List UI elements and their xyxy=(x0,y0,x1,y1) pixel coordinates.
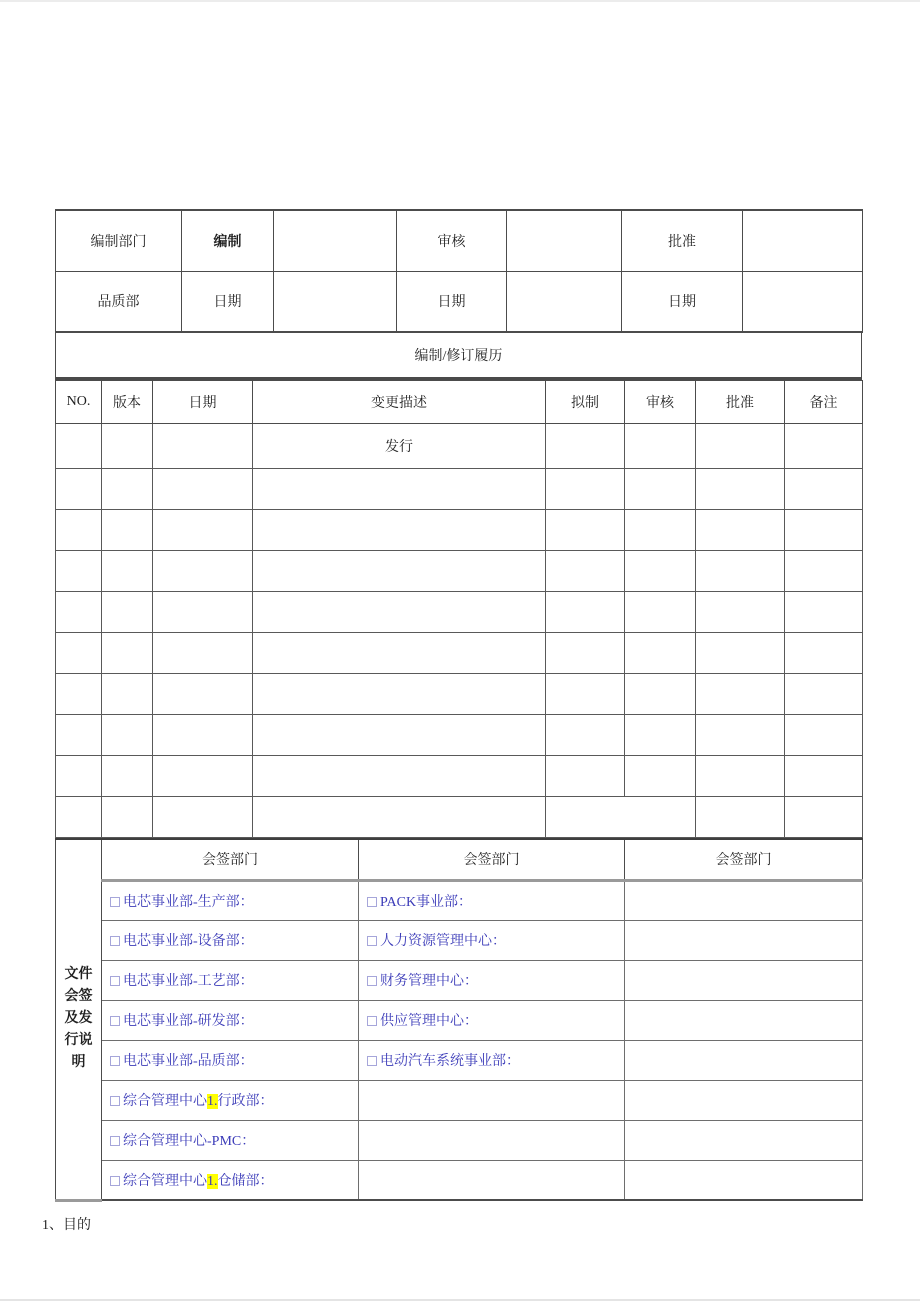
revision-table xyxy=(55,380,863,838)
empty-cell xyxy=(625,1040,863,1080)
revision-header-row xyxy=(56,381,863,424)
empty-cell xyxy=(625,880,863,920)
department-label: 人力资源管理中心： xyxy=(380,934,506,949)
review-date-label: 日期 xyxy=(397,271,507,332)
approve-label: 批准 xyxy=(622,210,743,271)
department-label: 仓储部： xyxy=(217,1173,274,1189)
empty-cell xyxy=(625,920,863,960)
revision-history-title: 编制/修订履历 xyxy=(55,333,862,380)
checkbox-icon xyxy=(367,936,377,946)
department-cell xyxy=(359,960,625,1000)
department-cell xyxy=(102,1040,359,1080)
col-header-review: 审核 xyxy=(625,381,696,424)
approve-date-label: 日期 xyxy=(622,271,743,332)
department-label: 电芯事业部-设备部： xyxy=(123,934,254,949)
countersign-side-label: 文件 会签 及发 行说 明 xyxy=(56,839,102,1200)
checkbox-icon xyxy=(367,976,377,986)
revision-empty-row xyxy=(56,469,863,510)
department-cell xyxy=(359,880,625,920)
compile-date-label: 日期 xyxy=(182,271,274,332)
checkbox-icon xyxy=(110,936,120,946)
department-label: PACK事业部： xyxy=(380,894,473,910)
checkbox-icon xyxy=(110,1096,120,1106)
revision-empty-row xyxy=(56,633,863,674)
department-cell xyxy=(102,920,359,960)
department-cell xyxy=(359,1040,625,1080)
revision-empty-row xyxy=(56,510,863,551)
checkbox-icon xyxy=(110,1136,120,1146)
empty-cell xyxy=(359,1120,625,1160)
checkbox-icon xyxy=(110,1016,120,1026)
checkbox-icon xyxy=(367,897,377,907)
col-header-date: 日期 xyxy=(153,381,253,424)
department-label: 综合管理中心-PMC： xyxy=(123,1134,256,1149)
empty-cell xyxy=(625,1160,863,1200)
revision-empty-row xyxy=(56,715,863,756)
empty-cell xyxy=(625,960,863,1000)
empty-cell xyxy=(359,1080,625,1120)
department-label: 行政部： xyxy=(217,1094,274,1109)
review-label: 审核 xyxy=(397,210,507,271)
revision-empty-row-last xyxy=(56,797,863,838)
merged-drafted-review-cell xyxy=(546,797,696,838)
countersign-col-header-3: 会签部门 xyxy=(625,839,863,880)
department-label: 财务管理中心： xyxy=(380,974,478,989)
countersign-row xyxy=(56,1080,863,1120)
countersign-table xyxy=(55,838,863,1202)
revision-issue-row xyxy=(56,424,863,469)
checkbox-icon xyxy=(367,1056,377,1066)
section-heading-purpose: 1、目的 xyxy=(42,1218,91,1233)
empty-cell xyxy=(625,1000,863,1040)
col-header-remarks: 备注 xyxy=(785,381,863,424)
countersign-header-row xyxy=(56,839,863,880)
department-label: 电芯事业部-研发部： xyxy=(123,1014,254,1029)
document-body xyxy=(55,209,862,1202)
compile-date-cell xyxy=(274,271,397,332)
empty-cell xyxy=(625,1080,863,1120)
compile-label: 编制 xyxy=(182,210,274,271)
review-date-cell xyxy=(507,271,622,332)
revision-empty-row xyxy=(56,592,863,633)
countersign-row xyxy=(56,880,863,920)
checkbox-icon xyxy=(110,976,120,986)
countersign-row xyxy=(56,1160,863,1200)
countersign-col-header-2: 会签部门 xyxy=(359,839,625,880)
compile-value-cell xyxy=(274,210,397,271)
department-cell xyxy=(102,1080,359,1120)
department-label: 综合管理中心 xyxy=(123,1094,207,1109)
department-label: 电芯事业部-品质部： xyxy=(123,1054,254,1069)
change-desc-cell: 发行 xyxy=(253,424,546,469)
col-header-change-desc: 变更描述 xyxy=(253,381,546,424)
revision-empty-row xyxy=(56,551,863,592)
col-header-version: 版本 xyxy=(102,381,153,424)
department-cell xyxy=(102,880,359,920)
approve-value-cell xyxy=(743,210,863,271)
revision-empty-row xyxy=(56,674,863,715)
quality-dept-label: 品质部 xyxy=(56,271,182,332)
countersign-row xyxy=(56,920,863,960)
countersign-row xyxy=(56,1040,863,1080)
department-cell xyxy=(102,960,359,1000)
department-cell xyxy=(102,1000,359,1040)
checkbox-icon xyxy=(110,1176,120,1186)
approval-row-1 xyxy=(56,210,863,271)
department-cell xyxy=(102,1160,359,1200)
approve-date-cell xyxy=(743,271,863,332)
approval-table xyxy=(55,209,863,333)
review-value-cell xyxy=(507,210,622,271)
department-label: 供应管理中心： xyxy=(380,1014,478,1029)
empty-cell xyxy=(625,1120,863,1160)
countersign-row xyxy=(56,1000,863,1040)
checkbox-icon xyxy=(110,897,120,907)
department-label: 电动汽车系统事业部： xyxy=(380,1054,520,1069)
revision-empty-row xyxy=(56,756,863,797)
department-label: 综合管理中心 xyxy=(123,1173,207,1189)
department-cell xyxy=(359,1000,625,1040)
empty-cell xyxy=(359,1160,625,1200)
checkbox-icon xyxy=(367,1016,377,1026)
compiling-dept-label: 编制部门 xyxy=(56,210,182,271)
col-header-drafted: 拟制 xyxy=(546,381,625,424)
countersign-row xyxy=(56,960,863,1000)
highlight-mark: 1. xyxy=(207,1094,218,1109)
col-header-no: NO. xyxy=(56,381,102,424)
countersign-row xyxy=(56,1120,863,1160)
countersign-col-header-1: 会签部门 xyxy=(102,839,359,880)
approval-row-2 xyxy=(56,271,863,332)
department-label: 电芯事业部-生产部： xyxy=(123,894,254,910)
checkbox-icon xyxy=(110,1056,120,1066)
highlight-mark: 1. xyxy=(207,1173,218,1189)
department-cell xyxy=(359,920,625,960)
department-cell xyxy=(102,1120,359,1160)
col-header-approve: 批准 xyxy=(696,381,785,424)
department-label: 电芯事业部-工艺部： xyxy=(123,974,254,989)
